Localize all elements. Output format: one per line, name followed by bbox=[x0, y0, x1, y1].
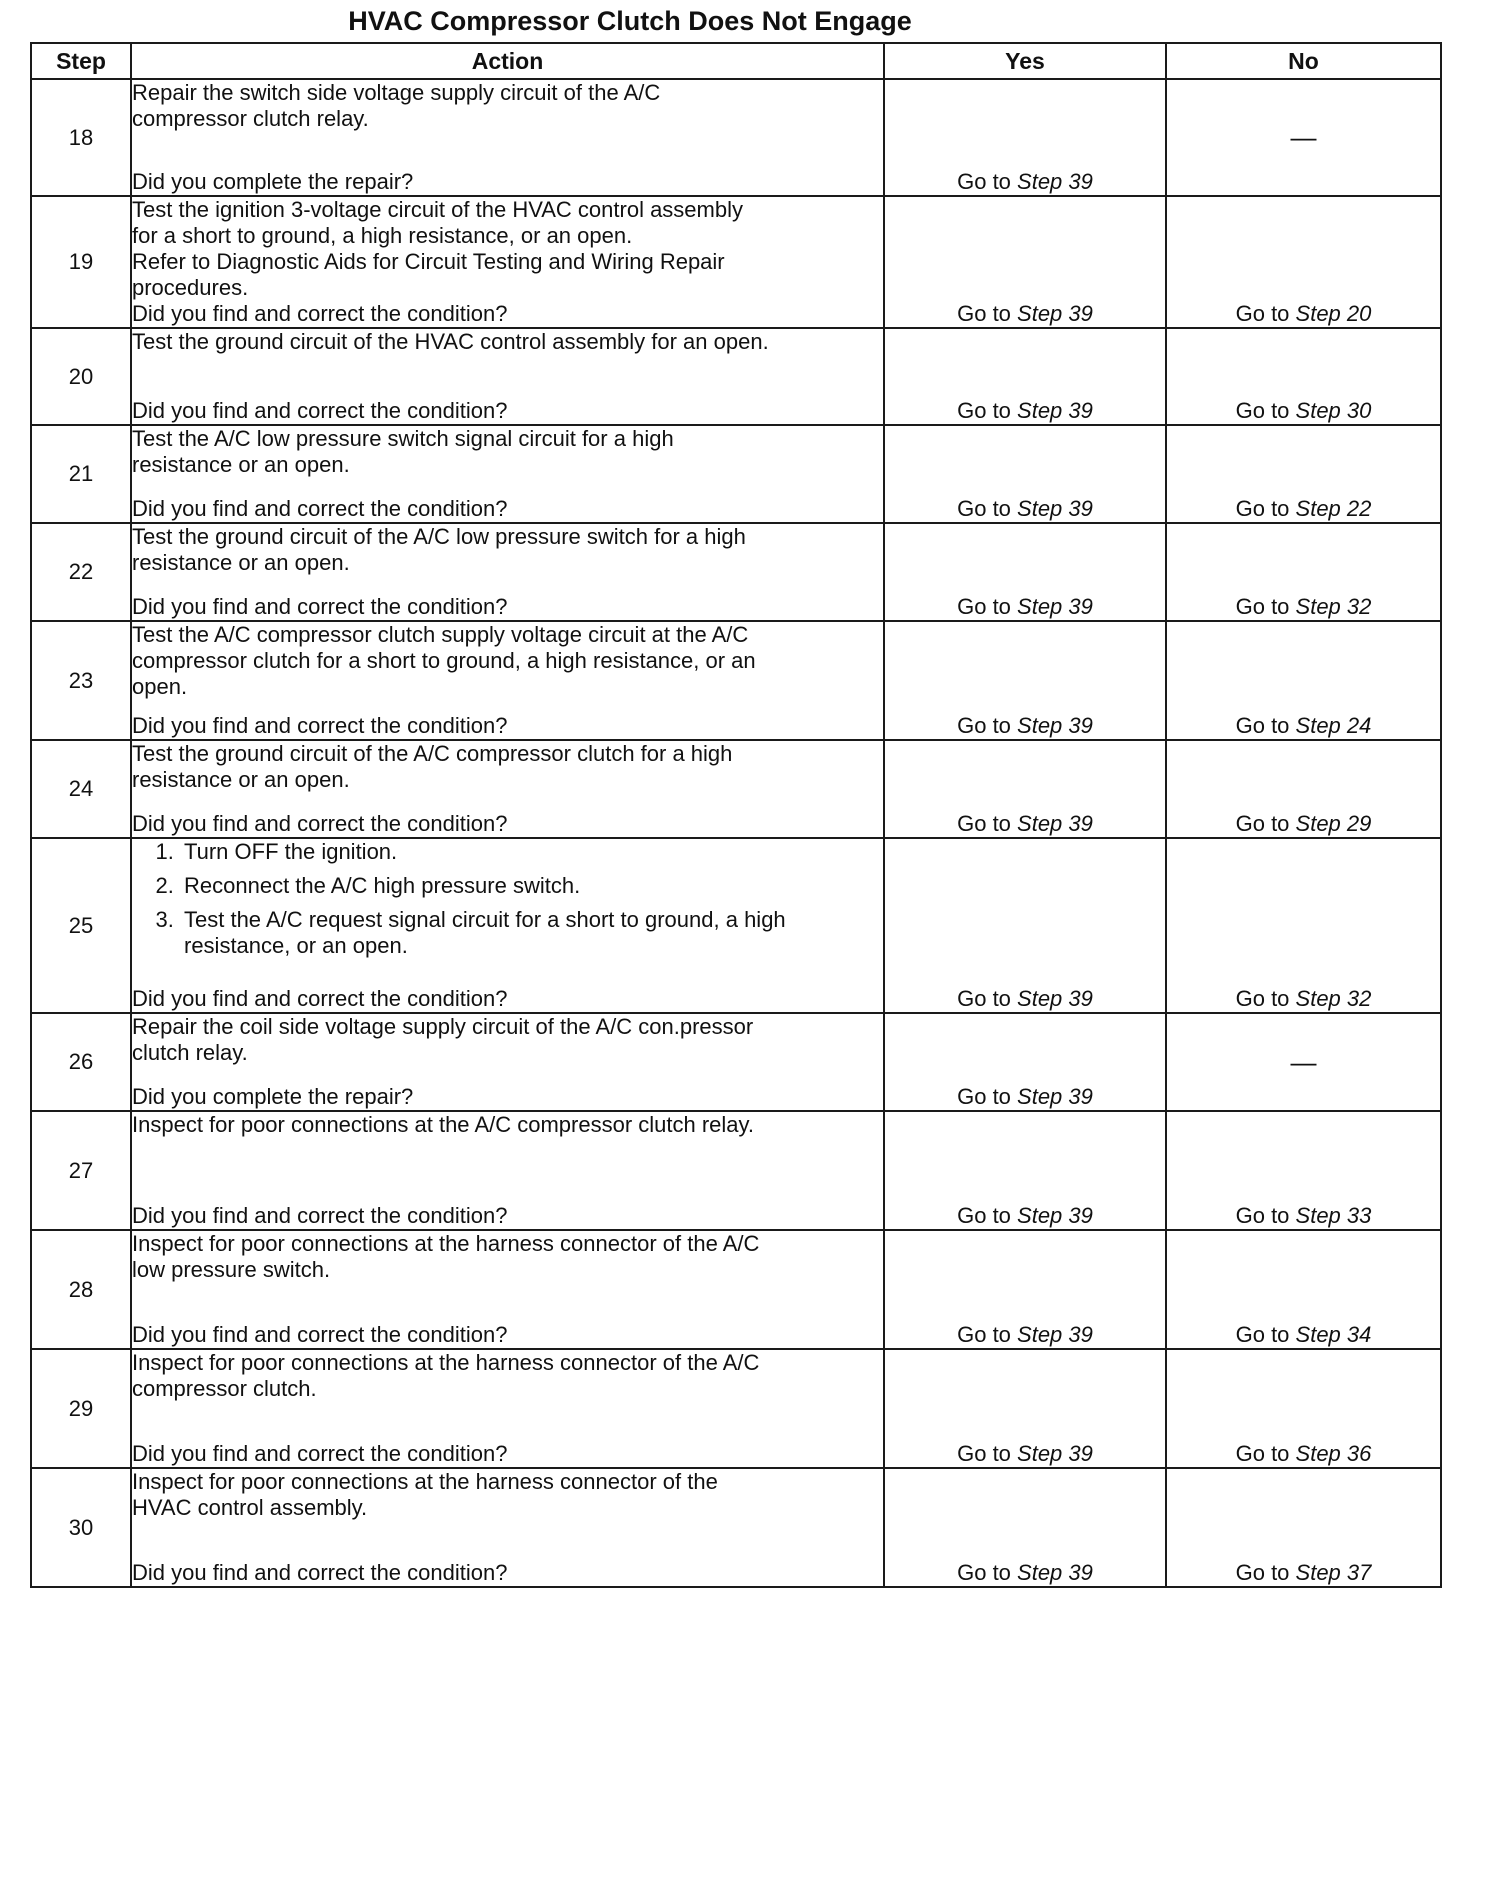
goto-step-link[interactable]: Step 39 bbox=[1017, 1560, 1093, 1585]
step-number: 19 bbox=[31, 196, 131, 328]
no-dash: — bbox=[1290, 1046, 1317, 1077]
table-row bbox=[31, 196, 1441, 328]
goto-step-link[interactable]: Step 39 bbox=[1017, 169, 1093, 194]
table-row bbox=[31, 740, 1441, 838]
action-cell bbox=[131, 196, 884, 328]
action-content bbox=[132, 329, 883, 424]
no-cell bbox=[1166, 1111, 1441, 1230]
goto-step-link[interactable]: Step 36 bbox=[1295, 1441, 1372, 1466]
no-cell bbox=[1166, 1468, 1441, 1587]
goto-prefix: Go to bbox=[957, 1322, 1018, 1347]
action-step-item: 1. Turn OFF the ignition. bbox=[180, 839, 883, 865]
goto-step-link[interactable]: Step 39 bbox=[1017, 811, 1093, 836]
header-no: No bbox=[1166, 43, 1441, 79]
step-number: 22 bbox=[31, 523, 131, 621]
action-line: Test the ignition 3-voltage circuit of the HVAC control assembly bbox=[132, 197, 743, 222]
goto-step-link[interactable]: Step 39 bbox=[1017, 1203, 1093, 1228]
action-cell bbox=[131, 1468, 884, 1587]
action-question: Did you find and correct the condition? bbox=[132, 1203, 508, 1228]
table-row bbox=[31, 621, 1441, 740]
goto-prefix: Go to bbox=[957, 594, 1018, 619]
goto-step-link[interactable]: Step 29 bbox=[1295, 811, 1372, 836]
action-line: compressor clutch. bbox=[132, 1376, 317, 1401]
step-number: 18 bbox=[31, 79, 131, 196]
goto-prefix: Go to bbox=[957, 1203, 1018, 1228]
goto-prefix: Go to bbox=[957, 301, 1018, 326]
table-row bbox=[31, 425, 1441, 523]
action-step-item: 2. Reconnect the A/C high pressure switch. bbox=[180, 873, 883, 899]
goto-prefix: Go to bbox=[1235, 1203, 1296, 1228]
yes-cell bbox=[884, 1013, 1166, 1111]
action-description bbox=[132, 1014, 883, 1066]
no-cell bbox=[1166, 1349, 1441, 1468]
action-line: procedures. bbox=[132, 275, 249, 300]
header-action: Action bbox=[131, 43, 884, 79]
goto-step-link[interactable]: Step 39 bbox=[1017, 301, 1093, 326]
action-question: Did you complete the repair? bbox=[132, 169, 414, 194]
action-line: Inspect for poor connections at the harness connector of the A/C bbox=[132, 1231, 760, 1256]
goto-step-link[interactable]: Step 32 bbox=[1295, 594, 1372, 619]
goto-step-link[interactable]: Step 39 bbox=[1017, 713, 1093, 738]
goto-prefix: Go to bbox=[1235, 301, 1296, 326]
yes-cell bbox=[884, 838, 1166, 1013]
goto-step-link[interactable]: Step 37 bbox=[1295, 1560, 1372, 1585]
action-cell bbox=[131, 838, 884, 1013]
goto-step-link[interactable]: Step 39 bbox=[1017, 986, 1093, 1011]
no-cell bbox=[1166, 740, 1441, 838]
action-description bbox=[132, 524, 883, 576]
action-line: compressor clutch relay. bbox=[132, 106, 369, 131]
action-cell bbox=[131, 425, 884, 523]
action-content bbox=[132, 1112, 883, 1229]
action-description bbox=[132, 197, 883, 301]
goto-prefix: Go to bbox=[1235, 1441, 1296, 1466]
goto-prefix: Go to bbox=[1235, 496, 1296, 521]
action-content bbox=[132, 741, 883, 837]
goto-step-link[interactable]: Step 22 bbox=[1295, 496, 1372, 521]
action-question: Did you find and correct the condition? bbox=[132, 713, 508, 738]
goto-step-link[interactable]: Step 32 bbox=[1295, 986, 1372, 1011]
action-question: Did you find and correct the condition? bbox=[132, 1441, 508, 1466]
step-number: 26 bbox=[31, 1013, 131, 1111]
goto-step-link[interactable]: Step 30 bbox=[1295, 398, 1372, 423]
action-content bbox=[132, 1231, 883, 1348]
step-number: 24 bbox=[31, 740, 131, 838]
goto-prefix: Go to bbox=[1235, 811, 1296, 836]
goto-prefix: Go to bbox=[957, 398, 1018, 423]
action-content bbox=[132, 426, 883, 522]
no-cell bbox=[1166, 196, 1441, 328]
no-cell bbox=[1166, 79, 1441, 196]
goto-step-link[interactable]: Step 39 bbox=[1017, 1441, 1093, 1466]
action-description bbox=[132, 839, 883, 967]
yes-cell bbox=[884, 1468, 1166, 1587]
action-cell bbox=[131, 328, 884, 425]
action-cell bbox=[131, 740, 884, 838]
goto-step-link[interactable]: Step 39 bbox=[1017, 1084, 1093, 1109]
action-content bbox=[132, 1469, 883, 1586]
goto-step-link[interactable]: Step 39 bbox=[1017, 398, 1093, 423]
yes-cell bbox=[884, 196, 1166, 328]
action-question: Did you complete the repair? bbox=[132, 1084, 414, 1109]
action-description bbox=[132, 80, 883, 132]
yes-cell bbox=[884, 1349, 1166, 1468]
goto-prefix: Go to bbox=[1235, 713, 1296, 738]
action-question: Did you find and correct the condition? bbox=[132, 301, 508, 326]
yes-cell bbox=[884, 523, 1166, 621]
action-question: Did you find and correct the condition? bbox=[132, 1322, 508, 1347]
yes-cell bbox=[884, 79, 1166, 196]
goto-prefix: Go to bbox=[1235, 1322, 1296, 1347]
action-description bbox=[132, 1112, 883, 1138]
goto-step-link[interactable]: Step 33 bbox=[1295, 1203, 1372, 1228]
goto-prefix: Go to bbox=[957, 811, 1018, 836]
yes-cell bbox=[884, 1230, 1166, 1349]
action-line: compressor clutch for a short to ground, a high resistance, or an bbox=[132, 648, 756, 673]
action-description bbox=[132, 622, 883, 700]
header-step: Step bbox=[31, 43, 131, 79]
no-cell bbox=[1166, 838, 1441, 1013]
goto-prefix: Go to bbox=[957, 1560, 1018, 1585]
goto-prefix: Go to bbox=[1235, 398, 1296, 423]
step-number: 28 bbox=[31, 1230, 131, 1349]
yes-cell bbox=[884, 740, 1166, 838]
step-number: 20 bbox=[31, 328, 131, 425]
no-cell bbox=[1166, 328, 1441, 425]
action-description bbox=[132, 1469, 883, 1521]
goto-prefix: Go to bbox=[957, 986, 1018, 1011]
action-content bbox=[132, 1350, 883, 1467]
yes-cell bbox=[884, 1111, 1166, 1230]
goto-step-link[interactable]: Step 39 bbox=[1017, 496, 1093, 521]
action-content bbox=[132, 622, 883, 739]
action-description bbox=[132, 329, 883, 355]
action-line: low pressure switch. bbox=[132, 1257, 331, 1282]
diagnostic-table bbox=[30, 42, 1442, 1588]
no-cell bbox=[1166, 425, 1441, 523]
action-question: Did you find and correct the condition? bbox=[132, 986, 508, 1011]
no-cell bbox=[1166, 1230, 1441, 1349]
yes-cell bbox=[884, 621, 1166, 740]
step-number: 27 bbox=[31, 1111, 131, 1230]
goto-prefix: Go to bbox=[1235, 1560, 1296, 1585]
table-row bbox=[31, 838, 1441, 1013]
goto-prefix: Go to bbox=[957, 169, 1018, 194]
action-line: Test the ground circuit of the A/C low pressure switch for a high bbox=[132, 524, 746, 549]
table-header-row bbox=[31, 43, 1441, 79]
action-line: Inspect for poor connections at the harness connector of the bbox=[132, 1469, 718, 1494]
action-line: Repair the switch side voltage supply circuit of the A/C bbox=[132, 80, 661, 105]
action-line: for a short to ground, a high resistance, or an open. bbox=[132, 223, 633, 248]
goto-prefix: Go to bbox=[957, 1084, 1018, 1109]
action-content bbox=[132, 80, 883, 195]
action-question: Did you find and correct the condition? bbox=[132, 594, 508, 619]
action-cell bbox=[131, 523, 884, 621]
no-cell bbox=[1166, 1013, 1441, 1111]
table-row bbox=[31, 328, 1441, 425]
step-number: 25 bbox=[31, 838, 131, 1013]
step-number: 30 bbox=[31, 1468, 131, 1587]
action-content bbox=[132, 524, 883, 620]
yes-cell bbox=[884, 328, 1166, 425]
action-question: Did you find and correct the condition? bbox=[132, 811, 508, 836]
goto-step-link[interactable]: Step 20 bbox=[1295, 301, 1372, 326]
action-line: resistance or an open. bbox=[132, 767, 350, 792]
action-line: Test the A/C low pressure switch signal circuit for a high bbox=[132, 426, 674, 451]
action-description bbox=[132, 426, 883, 478]
action-steps-list bbox=[132, 839, 883, 959]
action-step-item: 3. Test the A/C request signal circuit for a short to ground, a high resistance, or an open. bbox=[180, 907, 883, 959]
goto-prefix: Go to bbox=[957, 713, 1018, 738]
action-cell bbox=[131, 79, 884, 196]
goto-prefix: Go to bbox=[1235, 594, 1296, 619]
action-line: Test the ground circuit of the HVAC control assembly for an open. bbox=[132, 329, 769, 354]
action-cell bbox=[131, 621, 884, 740]
action-question: Did you find and correct the condition? bbox=[132, 398, 508, 423]
action-question: Did you find and correct the condition? bbox=[132, 496, 508, 521]
goto-step-link[interactable]: Step 34 bbox=[1295, 1322, 1372, 1347]
page-title: HVAC Compressor Clutch Does Not Engage bbox=[348, 6, 912, 36]
action-line: clutch relay. bbox=[132, 1040, 248, 1065]
action-cell bbox=[131, 1013, 884, 1111]
action-line: Test the A/C compressor clutch supply voltage circuit at the A/C bbox=[132, 622, 749, 647]
action-line: Test the ground circuit of the A/C compressor clutch for a high bbox=[132, 741, 733, 766]
goto-step-link[interactable]: Step 39 bbox=[1017, 594, 1093, 619]
no-dash: — bbox=[1290, 122, 1317, 152]
action-content bbox=[132, 197, 883, 327]
action-description bbox=[132, 1231, 883, 1283]
action-content bbox=[132, 839, 883, 1012]
action-line: open. bbox=[132, 674, 188, 699]
step-number: 23 bbox=[31, 621, 131, 740]
goto-step-link[interactable]: Step 24 bbox=[1295, 713, 1372, 738]
goto-prefix: Go to bbox=[957, 1441, 1018, 1466]
action-line: Repair the coil side voltage supply circuit of the A/C con.pressor bbox=[132, 1014, 754, 1039]
step-number: 29 bbox=[31, 1349, 131, 1468]
goto-prefix: Go to bbox=[1235, 986, 1296, 1011]
action-line: Inspect for poor connections at the A/C compressor clutch relay. bbox=[132, 1112, 755, 1137]
no-cell bbox=[1166, 621, 1441, 740]
action-line: resistance or an open. bbox=[132, 452, 350, 477]
table-row bbox=[31, 1230, 1441, 1349]
action-cell bbox=[131, 1349, 884, 1468]
action-cell bbox=[131, 1230, 884, 1349]
yes-cell bbox=[884, 425, 1166, 523]
action-description bbox=[132, 741, 883, 793]
step-number: 21 bbox=[31, 425, 131, 523]
action-question: Did you find and correct the condition? bbox=[132, 1560, 508, 1585]
action-description bbox=[132, 1350, 883, 1402]
action-content bbox=[132, 1014, 883, 1110]
action-cell bbox=[131, 1111, 884, 1230]
action-line: HVAC control assembly. bbox=[132, 1495, 368, 1520]
table-row bbox=[31, 79, 1441, 196]
table-row bbox=[31, 523, 1441, 621]
goto-step-link[interactable]: Step 39 bbox=[1017, 1322, 1093, 1347]
table-row bbox=[31, 1468, 1441, 1587]
table-row bbox=[31, 1013, 1441, 1111]
action-line: Inspect for poor connections at the harness connector of the A/C bbox=[132, 1350, 760, 1375]
table-row bbox=[31, 1111, 1441, 1230]
header-yes: Yes bbox=[884, 43, 1166, 79]
table-row bbox=[31, 1349, 1441, 1468]
action-line: Refer to Diagnostic Aids for Circuit Testing and Wiring Repair bbox=[132, 249, 725, 274]
goto-prefix: Go to bbox=[957, 496, 1018, 521]
action-line: resistance or an open. bbox=[132, 550, 350, 575]
no-cell bbox=[1166, 523, 1441, 621]
